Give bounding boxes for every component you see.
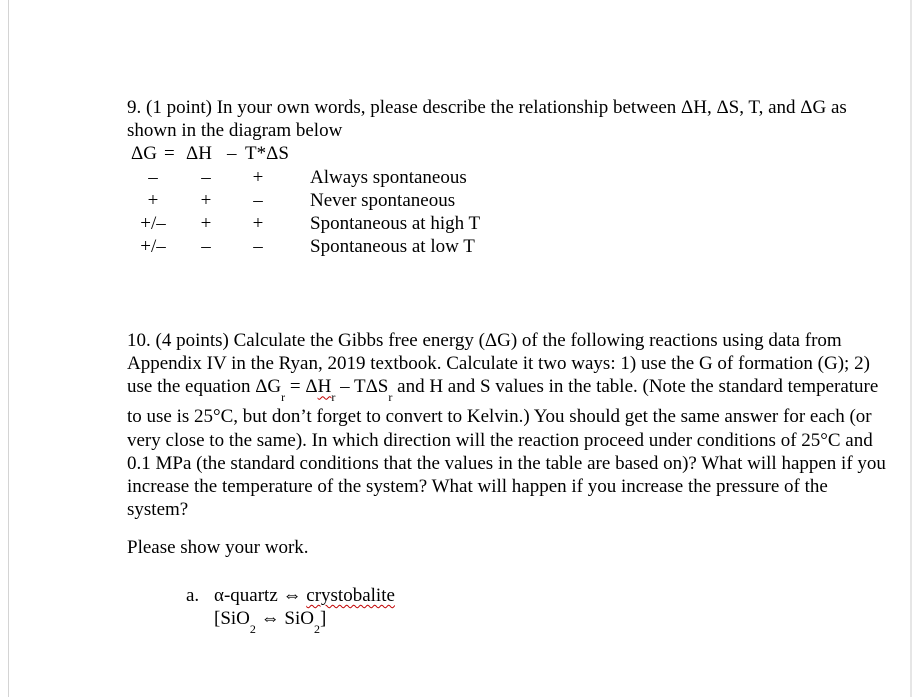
- table-cell-ds: +: [252, 213, 264, 234]
- equation-tds: T*ΔS: [245, 143, 289, 164]
- equation-minus: –: [227, 143, 237, 164]
- table-row: [0, 236, 912, 259]
- table-cell-neg-t: +: [200, 213, 212, 234]
- formula-open: [SiO: [214, 608, 250, 629]
- table-cell-result: Spontaneous at low T: [310, 236, 475, 257]
- q10-eq: = Δ: [285, 376, 318, 398]
- item-label: a.: [186, 585, 200, 606]
- q10-subscript-r: r: [331, 390, 336, 405]
- q10-part1: 10. (4 points) Calculate the Gibbs free energy (ΔG) of the following reactions using data from Appendix IV in the Ryan, 2019 textbook. Calculate it two ways: 1) use the G of formation (G); 2) use the equation ΔG: [127, 330, 870, 398]
- table-row: [0, 167, 912, 190]
- q10-h-spellcheck: [317, 376, 336, 405]
- question-10-text: [127, 329, 893, 521]
- equilibrium-arrow-icon: ⇔: [282, 585, 302, 606]
- product-spellcheck: crystobalite: [306, 585, 395, 606]
- reaction-item-a: [186, 584, 395, 637]
- reaction-line: [186, 584, 395, 607]
- q10-part3: and H and S values in the table. (Note the standard temperature to use is 25°C, but don’t forget to convert to Kelvin.) You should get the same answer for each (or very close to the same). In which direction will the reaction proceed under conditions of 25°C and 0.1 MPa (the standard conditions that the values in the table are based on)? What will happen if you increase the temperature of the system? What will happen if you increase the pressure of the system?: [127, 376, 886, 521]
- q10-h-word: H: [317, 376, 332, 398]
- table-cell-dh: +/–: [140, 236, 166, 257]
- q10-subscript-r: r: [388, 390, 393, 405]
- formula-sub-2: 2: [249, 621, 256, 636]
- question-9-text: 9. (1 point) In your own words, please describe the relationship between ΔH, ΔS, T, and ΔG as shown in the diagram below: [127, 97, 847, 142]
- formula-close: ]: [319, 608, 327, 629]
- table-row: [0, 213, 912, 236]
- table-row: [0, 190, 912, 213]
- table-cell-neg-t: –: [201, 236, 211, 257]
- table-cell-dh: –: [148, 167, 158, 188]
- table-cell-ds: +: [252, 167, 264, 188]
- table-cell-ds: –: [253, 236, 263, 257]
- q10-part2: – TΔS: [335, 376, 389, 398]
- equation-equals: =: [164, 143, 175, 164]
- table-cell-neg-t: –: [201, 167, 211, 188]
- table-cell-result: Never spontaneous: [310, 190, 456, 211]
- reactant: α-quartz: [214, 585, 278, 606]
- page-left-edge: [8, 0, 9, 697]
- table-cell-result: Spontaneous at high T: [310, 213, 481, 234]
- equation-dh: ΔH: [186, 143, 212, 164]
- table-cell-dh: +/–: [140, 213, 166, 234]
- table-cell-neg-t: +: [200, 190, 212, 211]
- show-work-instruction: Please show your work.: [127, 537, 309, 558]
- table-cell-dh: +: [147, 190, 159, 211]
- q10-subscript-r: r: [281, 390, 286, 405]
- formula-mid: ⇔ SiO: [255, 608, 314, 629]
- table-cell-ds: –: [253, 190, 263, 211]
- table-cell-result: Always spontaneous: [310, 167, 467, 188]
- equation-dg: ΔG: [131, 143, 157, 164]
- formula-sub-2: 2: [313, 621, 320, 636]
- formula-line: [186, 607, 395, 637]
